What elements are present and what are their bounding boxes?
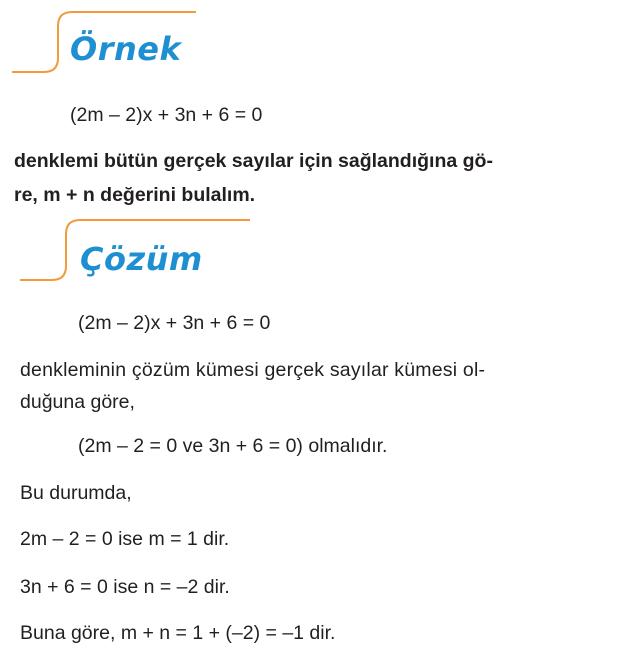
solution-step-1: 2m – 2 = 0 ise m = 1 dir. — [20, 528, 230, 550]
solution-bu-durumda: Bu durumda, — [20, 482, 132, 504]
solution-text-line-2: duğuna göre, — [20, 391, 135, 413]
example-problem-line-1: denklemi bütün gerçek sayılar için sağlandığına gö- — [14, 150, 493, 172]
example-problem-line-2: re, m + n değerini bulalım. — [14, 184, 256, 206]
solution-text-line-1: denkleminin çözüm kümesi gerçek sayılar kümesi ol- — [20, 359, 486, 381]
solution-conclusion: Buna göre, m + n = 1 + (–2) = –1 dir. — [20, 622, 336, 644]
solution-step-2: 3n + 6 = 0 ise n = –2 dir. — [20, 576, 230, 598]
solution-condition: (2m – 2 = 0 ve 3n + 6 = 0) olmalıdır. — [78, 435, 388, 457]
example-heading: Örnek — [70, 30, 182, 68]
solution-equation: (2m – 2)x + 3n + 6 = 0 — [78, 312, 271, 334]
example-equation: (2m – 2)x + 3n + 6 = 0 — [70, 104, 263, 126]
solution-heading: Çözüm — [80, 240, 203, 278]
